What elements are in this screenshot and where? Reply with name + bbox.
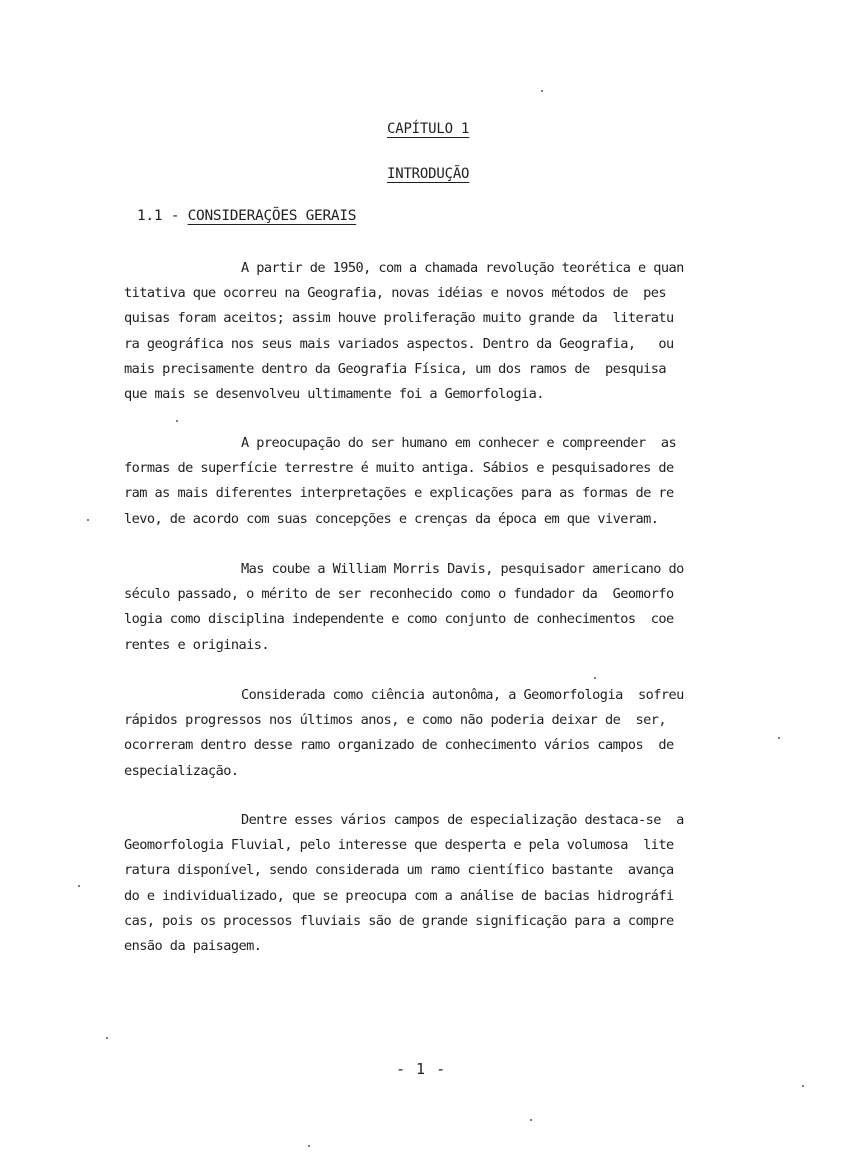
text-line: especialização.: [124, 762, 239, 779]
scan-speck: [106, 1037, 108, 1039]
paragraph-1: [124, 256, 728, 407]
text-line: que mais se desenvolveu ultimamente foi a Gemorfologia.: [124, 385, 544, 402]
text-line: A partir de 1950, com a chamada revolução teorética e quan: [241, 260, 684, 276]
paragraph-3: [124, 557, 728, 658]
text-line: Geomorfologia Fluvial, pelo interesse que desperta e pela volumosa lite: [124, 837, 674, 854]
scan-speck: [802, 1085, 804, 1087]
section-number: 1.1 -: [137, 208, 188, 224]
text-line: Mas coube a William Morris Davis, pesquisador americano do: [241, 561, 684, 577]
scan-speck: [594, 677, 596, 679]
chapter-title: CAPÍTULO 1: [387, 121, 470, 137]
scan-speck: [541, 90, 543, 92]
text-line: ensão da paisagem.: [124, 937, 262, 954]
text-line: titativa que ocorreu na Geografia, novas idéias e novos métodos de pes: [124, 285, 667, 302]
section-title: CONSIDERAÇÕES GERAIS: [187, 208, 357, 224]
text-line: ocorreram dentro desse ramo organizado de conhecimento vários campos de: [124, 737, 674, 754]
scan-speck: [778, 737, 780, 739]
text-line: A preocupação do ser humano em conhecer e compreender as: [241, 435, 677, 451]
scan-speck: [87, 519, 89, 521]
text-line: formas de superfície terrestre é muito antiga. Sábios e pesquisadores de: [124, 460, 674, 477]
text-line: levo, de acordo com suas concepções e crenças da época em que viveram.: [124, 510, 659, 527]
text-line: quisas foram aceitos; assim houve proliferação muito grande da literatu: [124, 310, 674, 327]
text-line: logia como disciplina independente e como conjunto de conhecimentos coe: [124, 611, 674, 628]
introduction-title: INTRODUÇÃO: [387, 166, 470, 182]
text-line: ratura disponível, sendo considerada um ramo científico bastante avança: [124, 862, 674, 879]
page-number: - 1 -: [396, 1060, 447, 1078]
text-line: rentes e originais.: [124, 636, 270, 653]
text-line: ram as mais diferentes interpretações e explicações para as formas de re: [124, 485, 674, 502]
paragraph-4: [124, 683, 728, 784]
text-line: rápidos progressos nos últimos anos, e como não poderia deixar de ser,: [124, 712, 667, 729]
scan-speck: [530, 1119, 532, 1121]
text-line: século passado, o mérito de ser reconhecido como o fundador da Geomorfo: [124, 586, 674, 603]
scan-speck: [308, 1145, 310, 1147]
text-line: do e individualizado, que se preocupa com a análise de bacias hidrográfi: [124, 887, 674, 904]
scan-speck: [78, 885, 80, 887]
text-line: cas, pois os processos fluviais são de grande significação para a compre: [124, 912, 674, 929]
text-line: Considerada como ciência autonôma, a Geomorfologia sofreu: [241, 687, 684, 703]
paragraph-5: [124, 808, 728, 959]
text-line: Dentre esses vários campos de especialização destaca-se a: [241, 812, 684, 828]
scan-speck: [176, 420, 178, 422]
text-line: ra geográfica nos seus mais variados aspectos. Dentro da Geografia, ou: [124, 335, 674, 352]
paragraph-2: [124, 431, 728, 532]
section-heading: [137, 208, 356, 224]
text-line: mais precisamente dentro da Geografia Física, um dos ramos de pesquisa: [124, 360, 667, 377]
